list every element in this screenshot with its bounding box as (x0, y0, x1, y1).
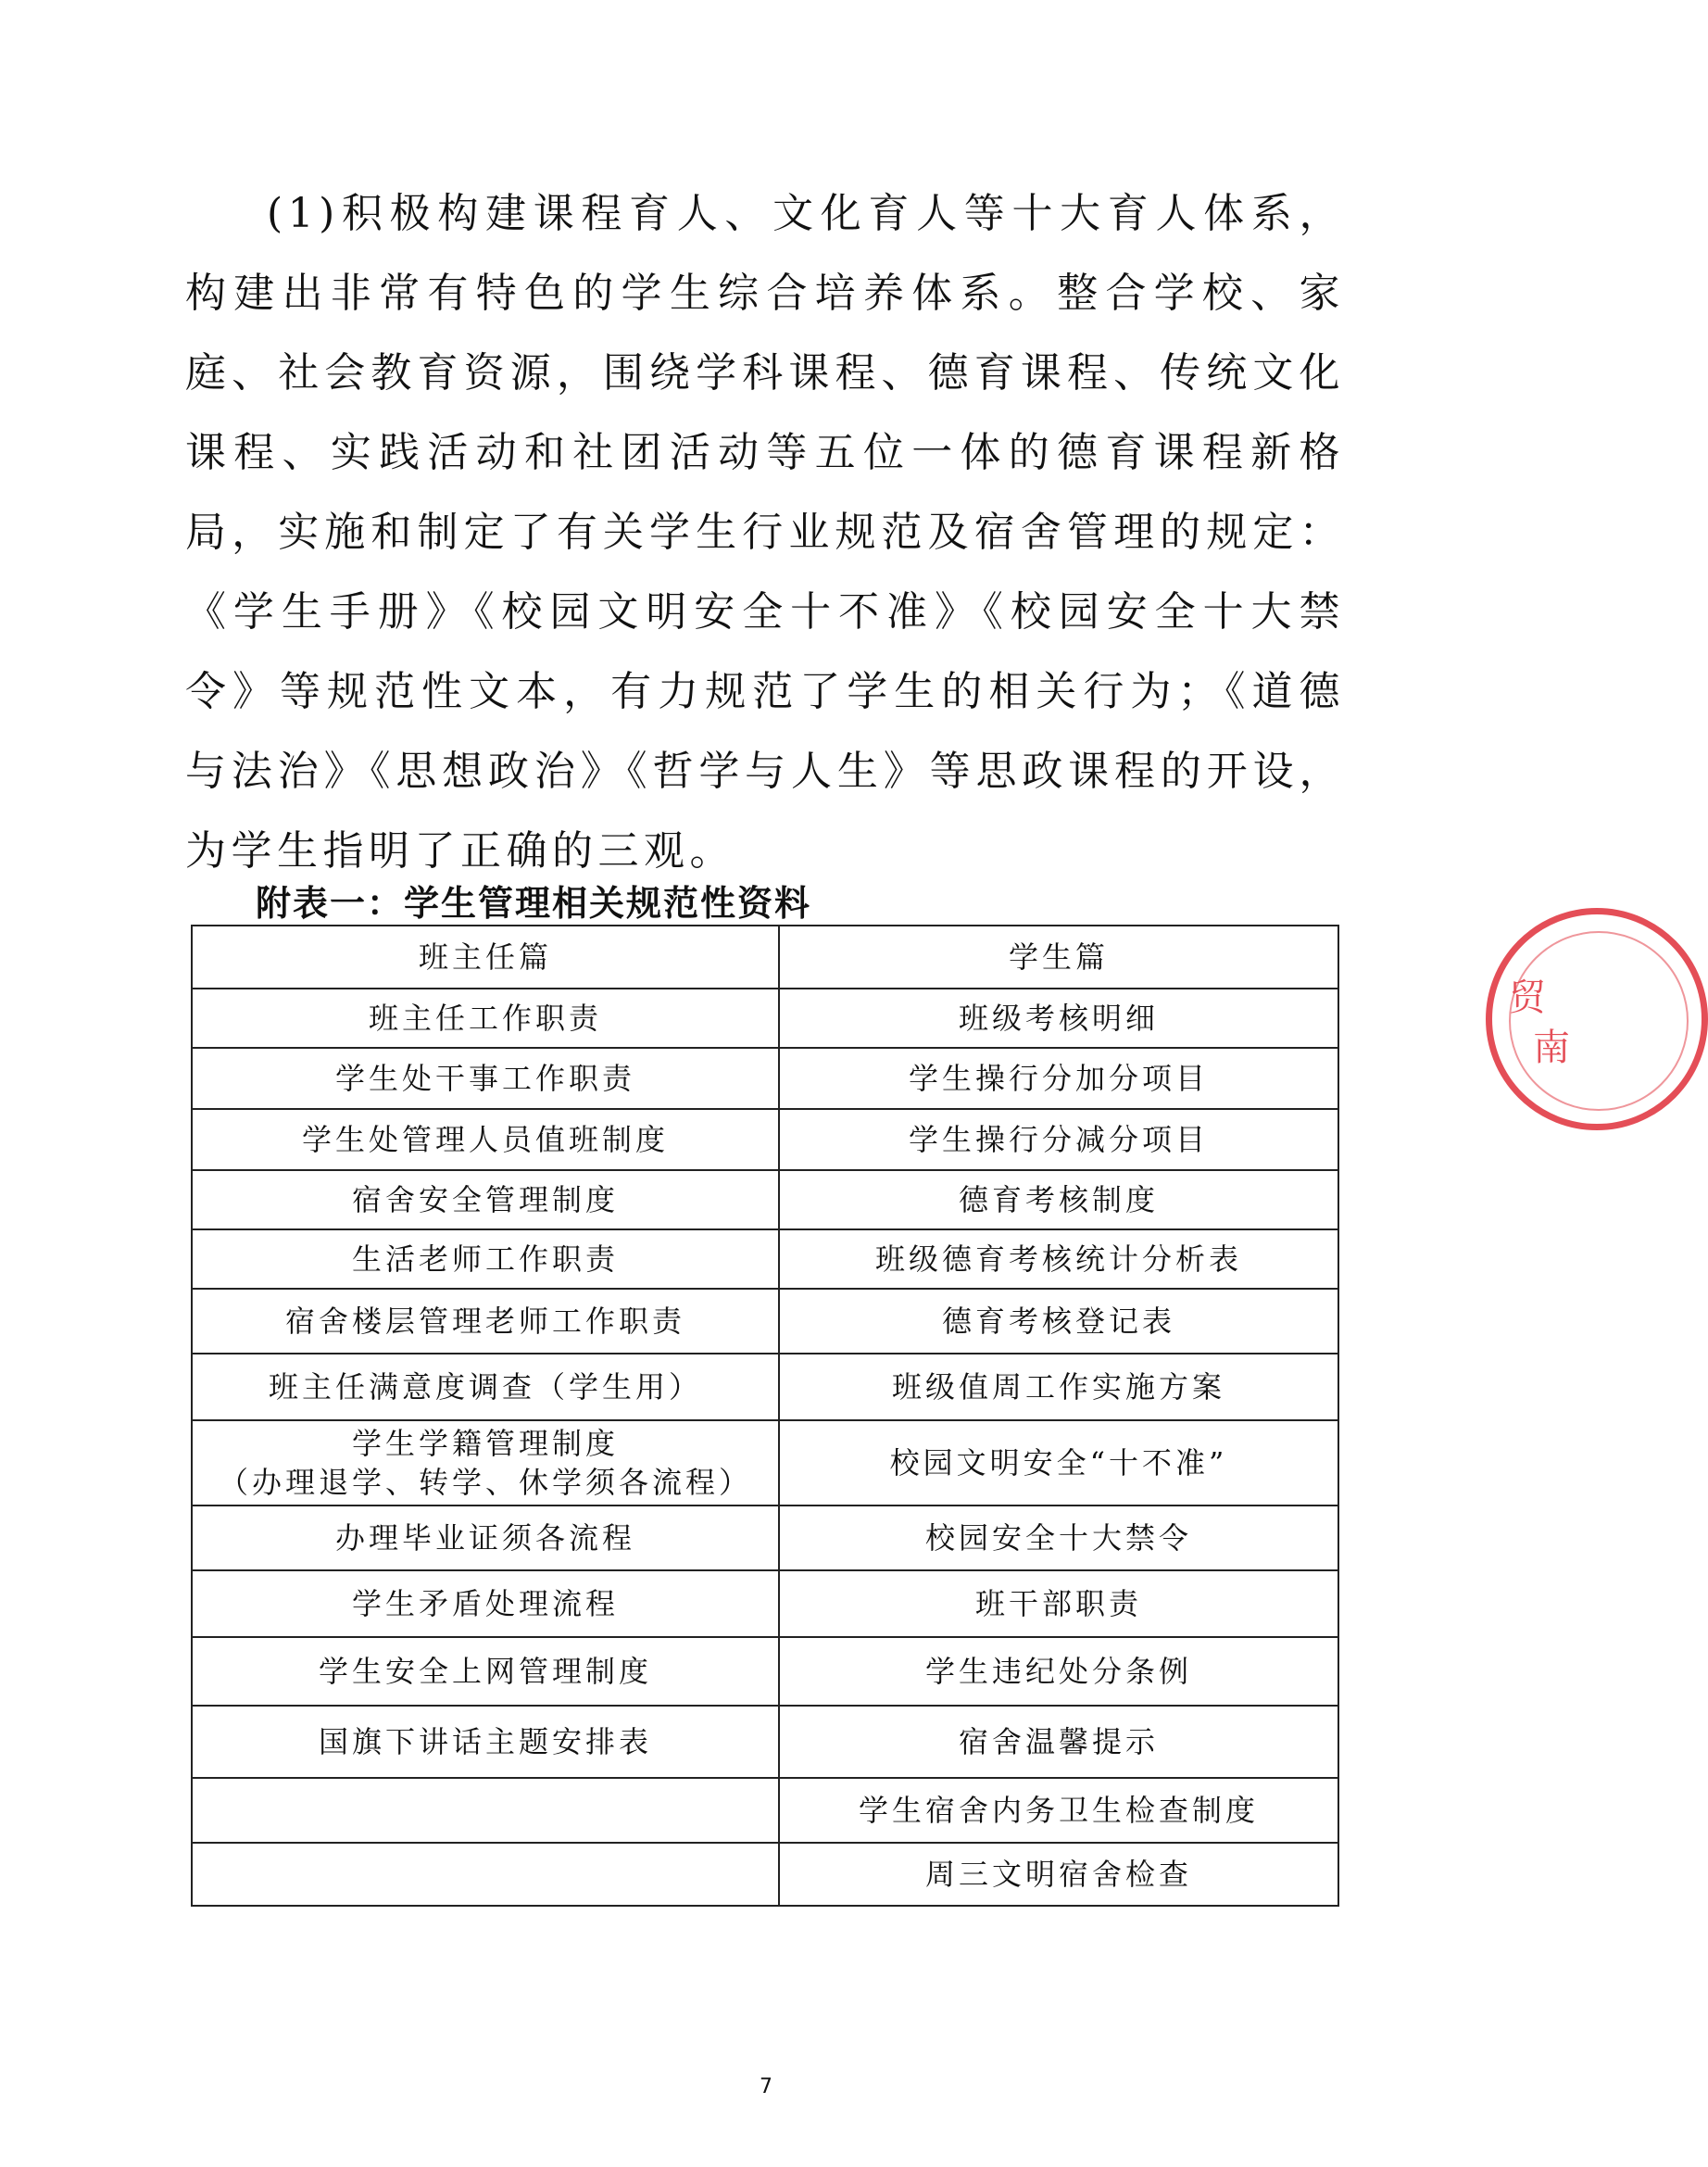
table-cell-line: 学生学籍管理制度 (351, 1426, 619, 1461)
body-paragraph: (1)积极构建课程育人、文化育人等十大育人体系，构建出非常有特色的学生综合培养体系。整合学校、家庭、社会教育资源，围绕学科课程、德育课程、传统文化课程、实践活动和社团活动等五位一体的德育课程新格局，实施和制定了有关学生行业规范及宿舍管理的规定：《学生手册》《校园文明安全十不准》《校园安全十大禁令》等规范性文本，有力规范了学生的相关行为；《道德与法治》《思想政治》《哲学与人生》等思政课程的开设，为学生指明了正确的三观。 (185, 190, 1345, 875)
table-header-row (192, 926, 1338, 989)
table-cell-right: 学生操行分加分项目 (779, 1048, 1338, 1109)
table-cell-right: 校园安全十大禁令 (779, 1506, 1338, 1570)
table-cell-left: 宿舍楼层管理老师工作职责 (192, 1289, 779, 1354)
table-cell-right: 班干部职责 (779, 1570, 1338, 1637)
table-row (192, 1048, 1338, 1109)
seal-glyph: 贸 (1509, 976, 1546, 1019)
table-cell-left: 国旗下讲话主题安排表 (192, 1706, 779, 1778)
table-cell-left: 班主任工作职责 (192, 989, 779, 1048)
table-cell-left: 学生矛盾处理流程 (192, 1570, 779, 1637)
table-row (192, 1637, 1338, 1706)
official-seal-stamp (1486, 908, 1708, 1130)
table-cell-right: 班级值周工作实施方案 (779, 1354, 1338, 1420)
table-cell-left (192, 1778, 779, 1843)
table-cell-right: 班级考核明细 (779, 989, 1338, 1048)
table-title: 附表一：学生管理相关规范性资料 (256, 883, 812, 924)
table-row (192, 1570, 1338, 1637)
table-row (192, 1706, 1338, 1778)
header-cell-student: 学生篇 (779, 926, 1338, 989)
table-cell-right: 学生宿舍内务卫生检查制度 (779, 1778, 1338, 1843)
table-row (192, 1229, 1338, 1289)
table-row (192, 1289, 1338, 1354)
table-cell-left (192, 1843, 779, 1906)
table-cell-right: 班级德育考核统计分析表 (779, 1229, 1338, 1289)
page-number: 7 (760, 2075, 772, 2098)
header-cell-headteacher: 班主任篇 (192, 926, 779, 989)
table-cell-right: 德育考核登记表 (779, 1289, 1338, 1354)
table-row (192, 1354, 1338, 1420)
table-row (192, 989, 1338, 1048)
table-cell-left: 学生处干事工作职责 (192, 1048, 779, 1109)
table-cell-right: 学生操行分减分项目 (779, 1109, 1338, 1170)
table-cell-right: 学生违纪处分条例 (779, 1637, 1338, 1706)
table-cell-right: 宿舍温馨提示 (779, 1706, 1338, 1778)
table-cell-line: （办理退学、转学、休学须各流程） (218, 1465, 752, 1500)
table-cell-left: 生活老师工作职责 (192, 1229, 779, 1289)
seal-glyph: 南 (1533, 1027, 1570, 1069)
table-cell-right: 德育考核制度 (779, 1170, 1338, 1229)
table-cell-right: 校园文明安全“十不准” (779, 1420, 1338, 1506)
table-row (192, 1506, 1338, 1570)
table-row (192, 1778, 1338, 1843)
table-row (192, 1170, 1338, 1229)
table-cell-left: 办理毕业证须各流程 (192, 1506, 779, 1570)
table-cell-left: 学生安全上网管理制度 (192, 1637, 779, 1706)
table-row (192, 1843, 1338, 1906)
table-row (192, 1109, 1338, 1170)
table-cell-right: 周三文明宿舍检查 (779, 1843, 1338, 1906)
table-row (192, 1420, 1338, 1506)
table-cell-left: 学生处管理人员值班制度 (192, 1109, 779, 1170)
table-cell-left: 班主任满意度调查（学生用） (192, 1354, 779, 1420)
table-cell-left (192, 1420, 779, 1506)
table-cell-left: 宿舍安全管理制度 (192, 1170, 779, 1229)
regulations-table (191, 925, 1339, 1907)
